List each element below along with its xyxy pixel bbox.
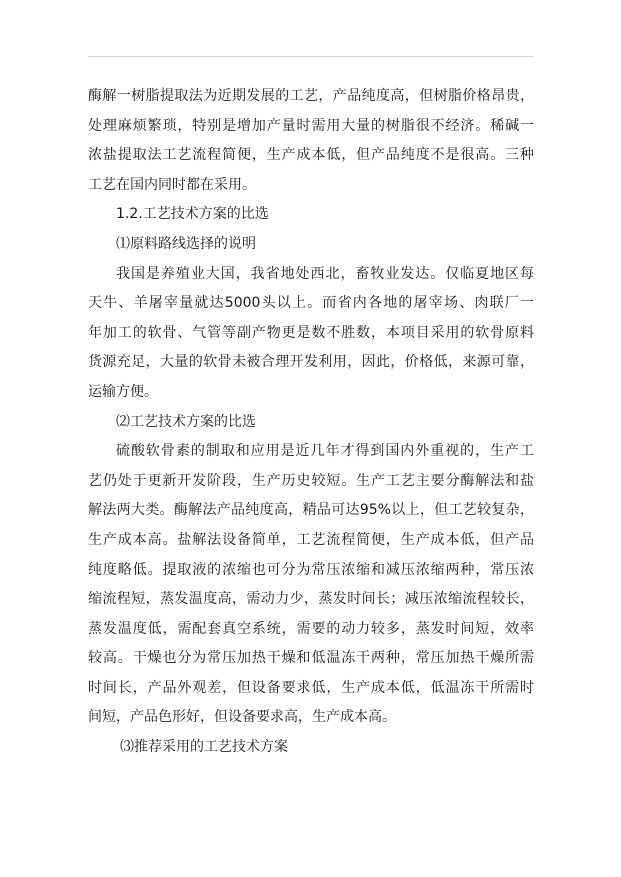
paragraph-enzymolysis-resin [88,82,534,200]
text-line: 天牛、羊屠宰量就达5000头以上。而省内各地的屠宰场、肉联厂一 [88,295,534,312]
text-line: 处理麻烦繁琐，特别是增加产量时需用大量的树脂很不经济。稀碱一 [88,117,534,134]
text-line: 货源充足，大量的软骨未被合理开发利用，因此，价格低，来源可靠， [88,354,534,371]
text-line: 浓盐提取法工艺流程简便，生产成本低，但产品纯度不是很高。三种 [88,147,534,164]
document-body [88,82,534,763]
header-rule [88,56,534,57]
subheading-process-comparison: ⑵工艺技术方案的比选 [116,413,256,430]
text-line: 蒸发温度低，需配套真空系统，需要的动力较多，蒸发时间短，效率 [88,620,534,637]
paragraph-process-details [88,437,534,733]
text-line: 较高。干燥也分为常压加热干燥和低温冻干两种，常压加热干燥所需 [88,650,534,667]
text-line: 硫酸软骨素的制取和应用是近几年才得到国内外重视的，生产工 [116,443,534,460]
text-line: 酶解一树脂提取法为近期发展的工艺，产品纯度高，但树脂价格昂贵， [88,88,534,104]
subheading-raw-material-route: ⑴原料路线选择的说明 [116,235,256,252]
text-line: 工艺在国内同时都在采用。 [88,176,256,193]
text-line: 时间长，产品外观差，但设备要求低，生产成本低，低温冻干所需时 [88,679,534,696]
text-line: 间短，产品色形好，但设备要求高，生产成本高。 [88,709,396,726]
text-line: 纯度略低。提取液的浓缩也可分为常压浓缩和减压浓缩两种，常压浓 [88,561,534,578]
text-line: 解法两大类。酶解法产品纯度高，精品可达95%以上，但工艺较复杂， [88,502,534,519]
text-line: 我国是养殖业大国，我省地处西北，畜牧业发达。仅临夏地区每 [116,265,534,282]
subheading-recommended-process: ⑶推荐采用的工艺技术方案 [120,739,288,756]
text-line: 运输方便。 [88,383,158,400]
text-line: 生产成本高。盐解法设备简单，工艺流程简便，生产成本低，但产品 [88,531,534,548]
paragraph-raw-material [88,260,534,408]
text-line: 缩流程短，蒸发温度高，需动力少，蒸发时间长；减压浓缩流程较长， [88,591,534,608]
text-line: 年加工的软骨、气管等副产物更是数不胜数，本项目采用的软骨原料 [88,324,534,341]
text-line: 艺仍处于更新开发阶段，生产历史较短。生产工艺主要分酶解法和盐 [88,472,534,489]
section-heading-process-comparison: 1.2.工艺技术方案的比选 [116,206,269,223]
